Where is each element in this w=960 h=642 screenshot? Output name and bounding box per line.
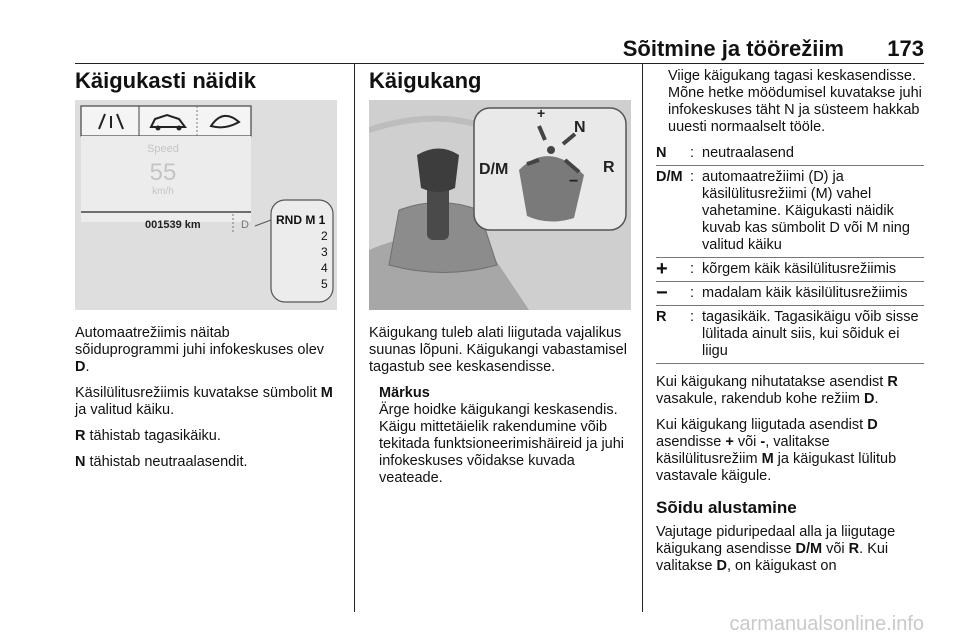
paragraph: N tähistab neutraalasendit. [75, 454, 248, 470]
definition-divider [656, 257, 924, 258]
paragraph: Kui käigukang nihutatakse asendist R vasakule, rakendub kohe režiim D. [656, 374, 898, 407]
callout-gear: 5 [321, 277, 328, 291]
middle-column-text [369, 325, 631, 487]
speed-label: Speed [147, 143, 179, 155]
header-rule [75, 63, 924, 64]
speed-value: 55 [149, 159, 177, 186]
gear-lever-illustration [369, 100, 631, 310]
paragraph: R tähistab tagasikäiku. [75, 428, 221, 444]
callout-rnd: RND M 1 [276, 213, 326, 227]
note-title: Märkus [379, 385, 430, 401]
instrument-cluster-illustration [75, 100, 337, 310]
callout-gear: 2 [321, 229, 328, 243]
paragraph: Käigukang tuleb alati liigutada vajalikus suunas lõpuni. Käigukangi vabastamisel tagastub see keskasendisse. [369, 325, 627, 375]
column-divider-1 [354, 64, 355, 612]
odometer-readout: 001539 km [145, 219, 201, 231]
left-column-text [75, 325, 337, 480]
definition-divider [656, 281, 924, 282]
definition-divider [656, 363, 924, 364]
right-column-text [656, 68, 924, 584]
paragraph: Kui käigukang liigutada asendist D asendisse + või -, valitakse käsilülitusrežiim M ja käigukast lülitub vastavale käigule. [656, 417, 897, 484]
lever-label-minus: − [569, 173, 579, 190]
gear-lever-figure [369, 100, 631, 310]
definition-divider [656, 165, 924, 166]
lever-label-plus: + [537, 105, 546, 121]
gear-indicator: D [241, 219, 249, 231]
definition-divider [656, 305, 924, 306]
paragraph: Automaatrežiimis näitab sõiduprogrammi juhi infokeskuses olev D. [75, 325, 325, 375]
paragraph: Viige käigukang tagasi keskasendisse. Mõne hetke möödumisel kuvatakse juhi infokeskuses täht N ja süsteem hakkab uuesti normaalselt tööle. [668, 68, 922, 135]
callout-gear: 3 [321, 245, 328, 259]
instrument-cluster-figure [75, 100, 337, 310]
paragraph: Käsilülitusrežiimis kuvatakse sümbolit M ja valitud käiku. [75, 385, 333, 418]
definition-item: N : neutraalasend [656, 145, 794, 161]
section-heading-gear-lever: Käigukang [369, 68, 482, 93]
definition-item: − : madalam käik käsilülitusrežiimis [656, 282, 908, 304]
column-divider-2 [642, 64, 643, 612]
note-text: Ärge hoidke käigukangi keskasendis. Käigu mittetäielik rakendumine võib tekitada funktsioneerimishäireid ja juhi infokeskuses võidakse kuvada veateade. [379, 402, 625, 486]
speed-unit: km/h [152, 186, 174, 197]
callout-gear: 4 [321, 261, 328, 275]
definition-item: D/M : automaatrežiimi (D) ja käsilülitusrežiimi (M) vahel vahetamine. Käigukasti näidik kuvab kas sümbolit D või M ning valitud käiku [656, 169, 910, 253]
lever-label-r: R [603, 159, 615, 176]
note-box [369, 385, 631, 487]
definition-item: R : tagasikäik. Tagasikäigu võib sisse lülitada ainult siis, kui sõiduk ei liigu [656, 309, 919, 359]
subheading-starting: Sõidu alustamine [656, 498, 797, 517]
lever-label-dm: D/M [479, 161, 509, 178]
lever-label-n: N [574, 119, 586, 136]
definition-list [656, 145, 924, 364]
running-header: Sõitmine ja töörežiim [622, 36, 844, 61]
paragraph: Vajutage piduripedaal alla ja liigutage käigukang asendisse D/M või R. Kui valitakse D, on käigukast on [656, 524, 896, 574]
page-number: 173 [887, 36, 924, 61]
watermark: carmanualsonline.info [729, 613, 924, 635]
section-heading-gear-indicator: Käigukasti näidik [75, 68, 256, 93]
definition-item: + : kõrgem käik käsilülitusrežiimis [656, 258, 897, 280]
